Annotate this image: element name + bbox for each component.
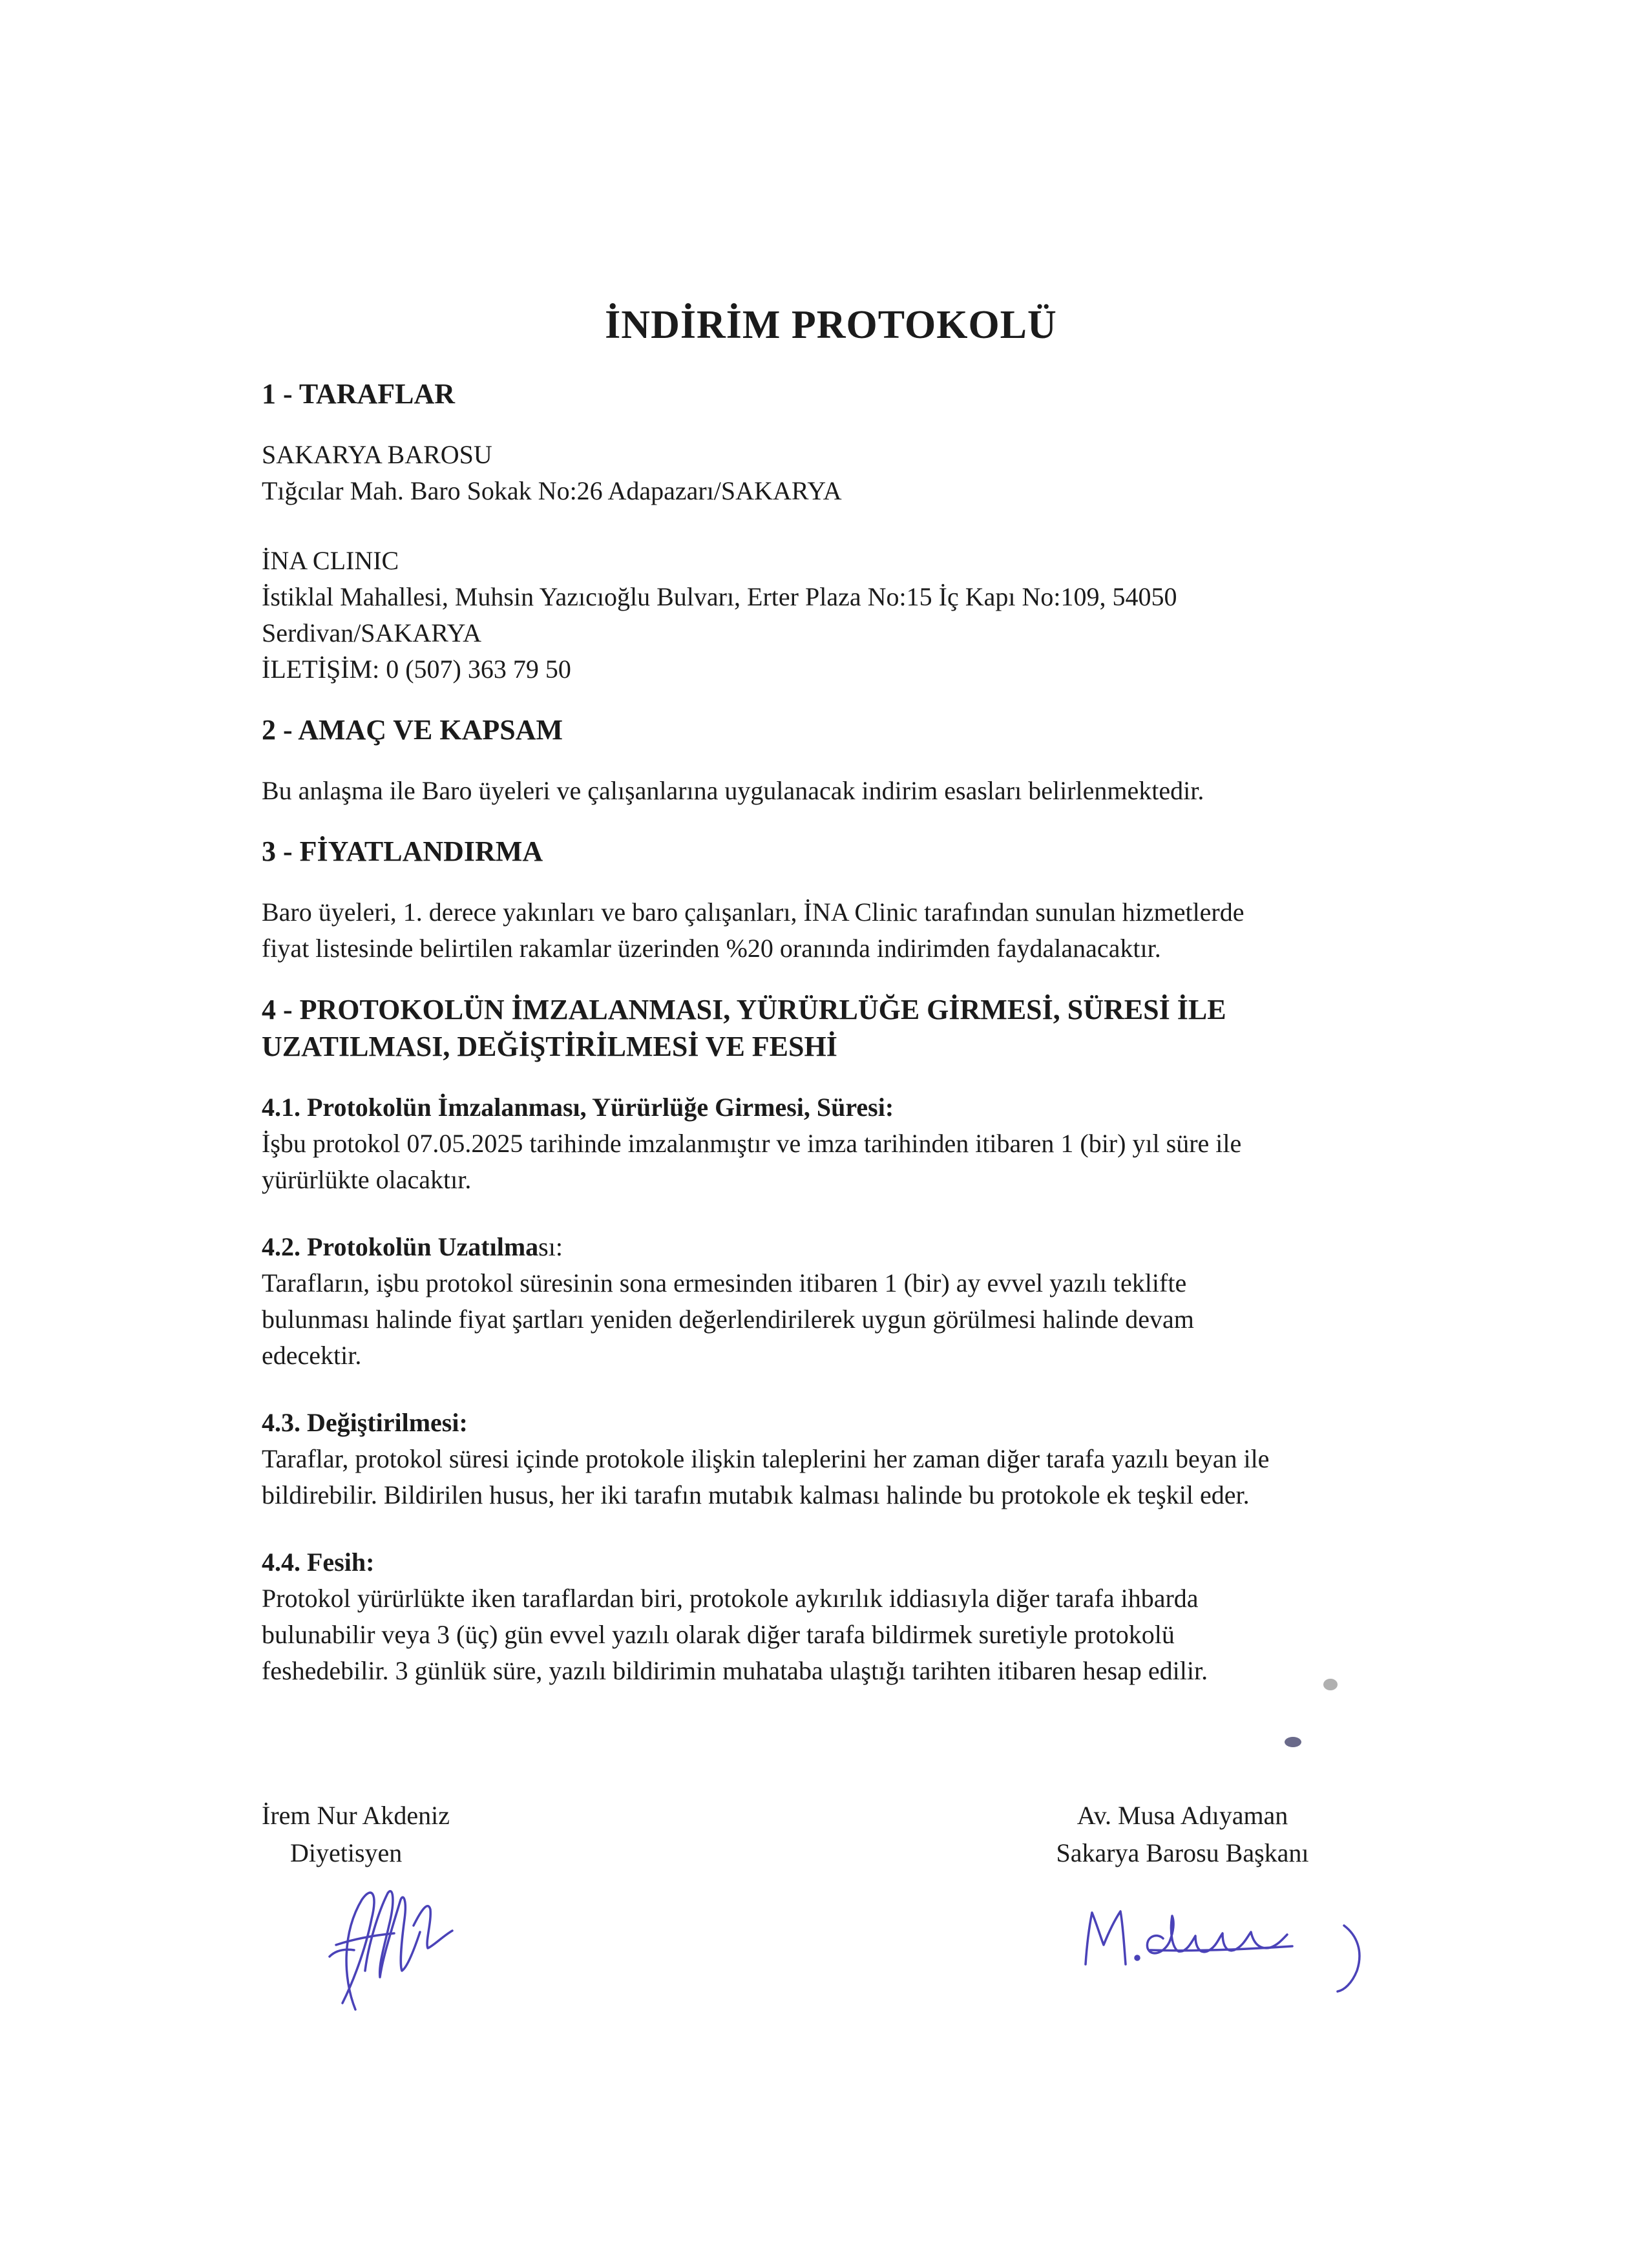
subsection-4-4 [262, 1544, 1373, 1689]
subsection-4-2-line-2: bulunması halinde fiyat şartları yeniden değerlendirilerek uygun görülmesi halinde devam [262, 1305, 1194, 1334]
subsection-4-1-title: 4.1. Protokolün İmzalanması, Yürürlüğe Girmesi, Süresi: [262, 1093, 894, 1122]
signatory-right [1047, 1797, 1318, 1872]
party-2-address-line-1: İstiklal Mahallesi, Muhsin Yazıcıoğlu Bulvarı, Erter Plaza No:15 İç Kapı No:109, 54050 [262, 582, 1177, 611]
section-2-text: Bu anlaşma ile Baro üyeleri ve çalışanlarına uygulanacak indirim esasları belirlenmektedir. [262, 776, 1204, 805]
party-1-block [262, 437, 1373, 509]
signature-right-drawing [1073, 1887, 1434, 2016]
subsection-4-2-title [262, 1229, 1373, 1265]
subsection-4-2-line-1: Tarafların, işbu protokol süresinin sona ermesinden itibaren 1 (bir) ay evvel yazılı teklifte [262, 1268, 1187, 1297]
party-2-name: İNA CLINIC [262, 546, 399, 575]
section-3-line-2: fiyat listesinde belirtilen rakamlar üzerinden %20 oranında indirimden faydalanacaktır. [262, 934, 1161, 963]
subsection-4-3-line-2: bildirebilir. Bildirilen husus, her iki tarafın mutabık kalması halinde bu protokole ek teşkil eder. [262, 1480, 1250, 1509]
subsection-4-4-line-2: bulunabilir veya 3 (üç) gün evvel yazılı olarak diğer tarafa bildirmek suretiyle protokolü [262, 1620, 1175, 1649]
signatory-left-name: İrem Nur Akdeniz [262, 1801, 450, 1830]
subsection-4-3-line-1: Taraflar, protokol süresi içinde protokole ilişkin taleplerini her zaman diğer tarafa yazılı beyan ile [262, 1444, 1270, 1473]
party-2-address-line-2: Serdivan/SAKARYA [262, 618, 482, 647]
subsection-4-4-line-1: Protokol yürürlükte iken taraflardan biri, protokole aykırılık iddiasıyla diğer tarafa ihbarda [262, 1584, 1199, 1613]
signatory-right-name: Av. Musa Adıyaman [1077, 1801, 1288, 1830]
section-4-heading [262, 991, 1373, 1065]
section-1-heading: 1 - TARAFLAR [262, 378, 456, 410]
subsection-4-1-line-2: yürürlükte olacaktır. [262, 1165, 472, 1194]
signatory-left [262, 1797, 450, 1872]
party-2-block [262, 543, 1373, 688]
signature-left-drawing [317, 1874, 465, 2029]
section-3-heading: 3 - FİYATLANDIRMA [262, 835, 543, 867]
party-1-name: SAKARYA BAROSU [262, 440, 492, 469]
subsection-4-4-title: 4.4. Fesih: [262, 1548, 375, 1577]
section-2-heading: 2 - AMAÇ VE KAPSAM [262, 714, 563, 746]
subsection-4-2 [262, 1229, 1373, 1374]
party-1-address: Tığcılar Mah. Baro Sokak No:26 Adapazarı/SAKARYA [262, 476, 842, 505]
section-3-body [262, 894, 1373, 967]
subsection-4-4-line-3: feshedebilir. 3 günlük süre, yazılı bildirimin muhataba ulaştığı tarihten itibaren hesap edilir. [262, 1656, 1208, 1685]
section-3-line-1: Baro üyeleri, 1. derece yakınları ve baro çalışanları, İNA Clinic tarafından sunulan hizmetlerde [262, 898, 1245, 927]
subsection-4-2-title-plain: sı: [538, 1232, 563, 1261]
document-body [262, 376, 1373, 1689]
party-2-contact: İLETİŞİM: 0 (507) 363 79 50 [262, 655, 571, 684]
subsection-4-1-line-1: İşbu protokol 07.05.2025 tarihinde imzalanmıştır ve imza tarihinden itibaren 1 (bir) yıl süre ile [262, 1129, 1242, 1158]
stamp-speck [1323, 1679, 1338, 1690]
subsection-4-3-title: 4.3. Değiştirilmesi: [262, 1408, 468, 1437]
section-4-heading-line-1: 4 - PROTOKOLÜN İMZALANMASI, YÜRÜRLÜĞE GİRMESİ, SÜRESİ İLE [262, 994, 1226, 1025]
subsection-4-2-title-bold: 4.2. Protokolün Uzatılma [262, 1232, 539, 1261]
signatory-left-role: Diyetisyen [290, 1838, 403, 1867]
section-4-heading-line-2: UZATILMASI, DEĞİŞTİRİLMESİ VE FESHİ [262, 1031, 837, 1062]
subsection-4-1 [262, 1089, 1373, 1198]
subsection-4-3 [262, 1405, 1373, 1513]
subsection-4-2-line-3: edecektir. [262, 1341, 362, 1370]
signatory-right-role: Sakarya Barosu Başkanı [1056, 1838, 1309, 1867]
stamp-speck [1285, 1737, 1301, 1747]
document-title: İNDİRİM PROTOKOLÜ [605, 303, 1057, 347]
